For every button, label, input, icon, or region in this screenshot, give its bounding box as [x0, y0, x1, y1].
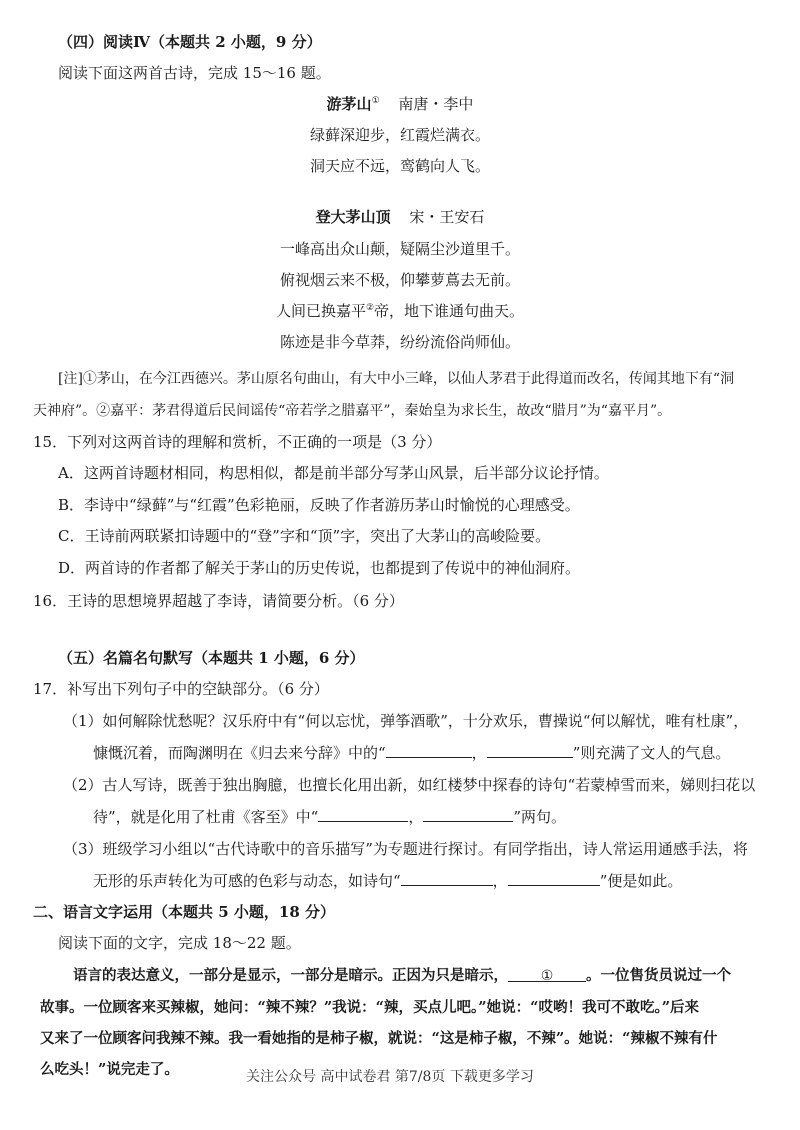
poem1-note-mark: ① [371, 96, 380, 106]
question-16-stem: 16．王诗的思想境界超越了李诗，请简要分析。（6 分） [33, 592, 404, 610]
comma: ， [492, 872, 508, 890]
answer-blank[interactable] [487, 743, 573, 758]
passage-blank-1[interactable] [508, 967, 586, 982]
comma: ， [408, 808, 424, 826]
page-footer: 关注公众号 高中试卷君 第7/8页 下载更多学习 [246, 1069, 534, 1085]
q17-part2-text: ”两句。 [513, 808, 567, 826]
q17-part3-line2 [93, 871, 682, 892]
part-2-instruction: 阅读下面的文字，完成 18～22 题。 [58, 934, 301, 952]
poem2-line: 一峰高出众山颠，疑隔尘沙道里千。 [279, 240, 520, 258]
passage-text: 语言的表达意义，一部分是显示，一部分是暗示。正因为只是暗示， [73, 967, 508, 984]
passage-line4: 么吃头！”说完走了。 [40, 1061, 179, 1078]
question-15-option-c: C．王诗前两联紧扣诗题中的“登”字和“顶”字，突出了大茅山的高峻险要。 [58, 527, 551, 545]
poem2-line: 俯视烟云来不极，仰攀萝蔦去无前。 [279, 271, 520, 289]
question-15-option-b: B．李诗中“绿藓”与“红霞”色彩艳丽，反映了作者游历茅山时愉悦的心理感受。 [58, 496, 580, 514]
section-5-title: （五）名篇名句默写（本题共 1 小题，6 分） [58, 649, 365, 667]
poem2-heading [0, 208, 800, 228]
q17-part2-line2 [93, 807, 566, 828]
answer-blank[interactable] [508, 871, 600, 886]
poem1-title: 游茅山 [326, 95, 372, 113]
question-15-stem: 15．下列对这两首诗的理解和赏析，不正确的一项是（3 分） [33, 433, 442, 451]
question-17-stem: 17．补写出下列句子中的空缺部分。（6 分） [33, 680, 329, 698]
passage-text: 。一位售货员说过一个 [586, 967, 731, 984]
comma: ， [471, 744, 487, 762]
passage-line2: 故事。一位顾客来买辣椒，她问：“辣不辣？”我说：“辣，买点儿吧。”她说：“哎哟！我可不敢吃。”后来 [40, 999, 700, 1016]
q17-part1-text: 慷慨沉着，而陶渊明在《归去来兮辞》中的“ [93, 744, 386, 762]
poem1-author: 南唐・李中 [398, 95, 474, 113]
poem2-line3-part1: 人间已换嘉平 [275, 302, 366, 320]
passage-line1 [73, 967, 731, 986]
poem2-author: 宋・王安石 [409, 208, 485, 226]
question-15-option-d: D．两首诗的作者都了解关于茅山的历史传说，也都提到了传说中的神仙洞府。 [58, 559, 581, 577]
q17-part1-text: ”则充满了文人的气息。 [572, 744, 731, 762]
section-4-instruction: 阅读下面这两首古诗，完成 15～16 题。 [58, 64, 331, 82]
poem2-note-mark: ② [365, 303, 375, 313]
blank-number: ① [540, 968, 554, 984]
poem1-line: 绿藓深迎步，红霞烂满衣。 [309, 126, 490, 144]
answer-blank[interactable] [401, 871, 493, 886]
poem1-heading [0, 95, 800, 115]
q17-part2-line1: （2）古人写诗，既善于独出胸臆，也擅长化用出新，如红楼梦中探春的诗句“若蒙棹雪而来，娣则扫花以 [63, 776, 756, 794]
poem1-line: 洞天应不远，鸾鹤向人飞。 [309, 157, 490, 175]
poem2-line: 陈迹是非今草莽，纷纷流俗尚师仙。 [279, 333, 520, 351]
poem2-line [0, 302, 800, 322]
passage-line3: 又来了一位顾客问我辣不辣。我一看她指的是柿子椒，就说：“这是柿子椒，不辣”。她说：“辣椒不辣有什 [40, 1030, 718, 1047]
q17-part1-line2 [93, 743, 730, 764]
section-4-title: （四）阅读Ⅳ（本题共 2 小题，9 分） [58, 33, 322, 51]
answer-blank[interactable] [386, 743, 472, 758]
part-2-title: 二、语言文字运用（本题共 5 小题，18 分） [33, 903, 335, 921]
q17-part3-text: 无形的乐声转化为可感的色彩与动态，如诗句“ [93, 872, 401, 890]
q17-part3-text: ”便是如此。 [599, 872, 683, 890]
poem2-title: 登大茅山顶 [315, 208, 391, 226]
poem2-line3-part2: 帝，地下谁通句曲天。 [374, 302, 525, 320]
answer-blank[interactable] [318, 807, 408, 822]
notes-line: [注]①茅山，在今江西德兴。茅山原名句曲山，有大中小三峰，以仙人茅君于此得道而改名，传闻其地下有“洞 [58, 371, 735, 387]
q17-part1-line1: （1）如何解除忧愁呢？汉乐府中有“何以忘忧，弹筝酒歌”，十分欢乐，曹操说“何以解忧，唯有杜康”， [63, 712, 749, 730]
notes-line: 天神府”。②嘉平：茅君得道后民间谣传“帝若学之腊嘉平”，秦始皇为求长生，故改“腊月”为“嘉平月”。 [33, 403, 672, 419]
q17-part3-line1: （3）班级学习小组以“古代诗歌中的音乐描写”为专题进行探讨。有同学指出，诗人常运用通感手法，将 [63, 840, 748, 858]
answer-blank[interactable] [423, 807, 513, 822]
question-15-option-a: A．这两首诗题材相同，构思相似，都是前半部分写茅山风景，后半部分议论抒情。 [58, 464, 609, 482]
q17-part2-text: 待”，就是化用了杜甫《客至》中“ [93, 808, 319, 826]
